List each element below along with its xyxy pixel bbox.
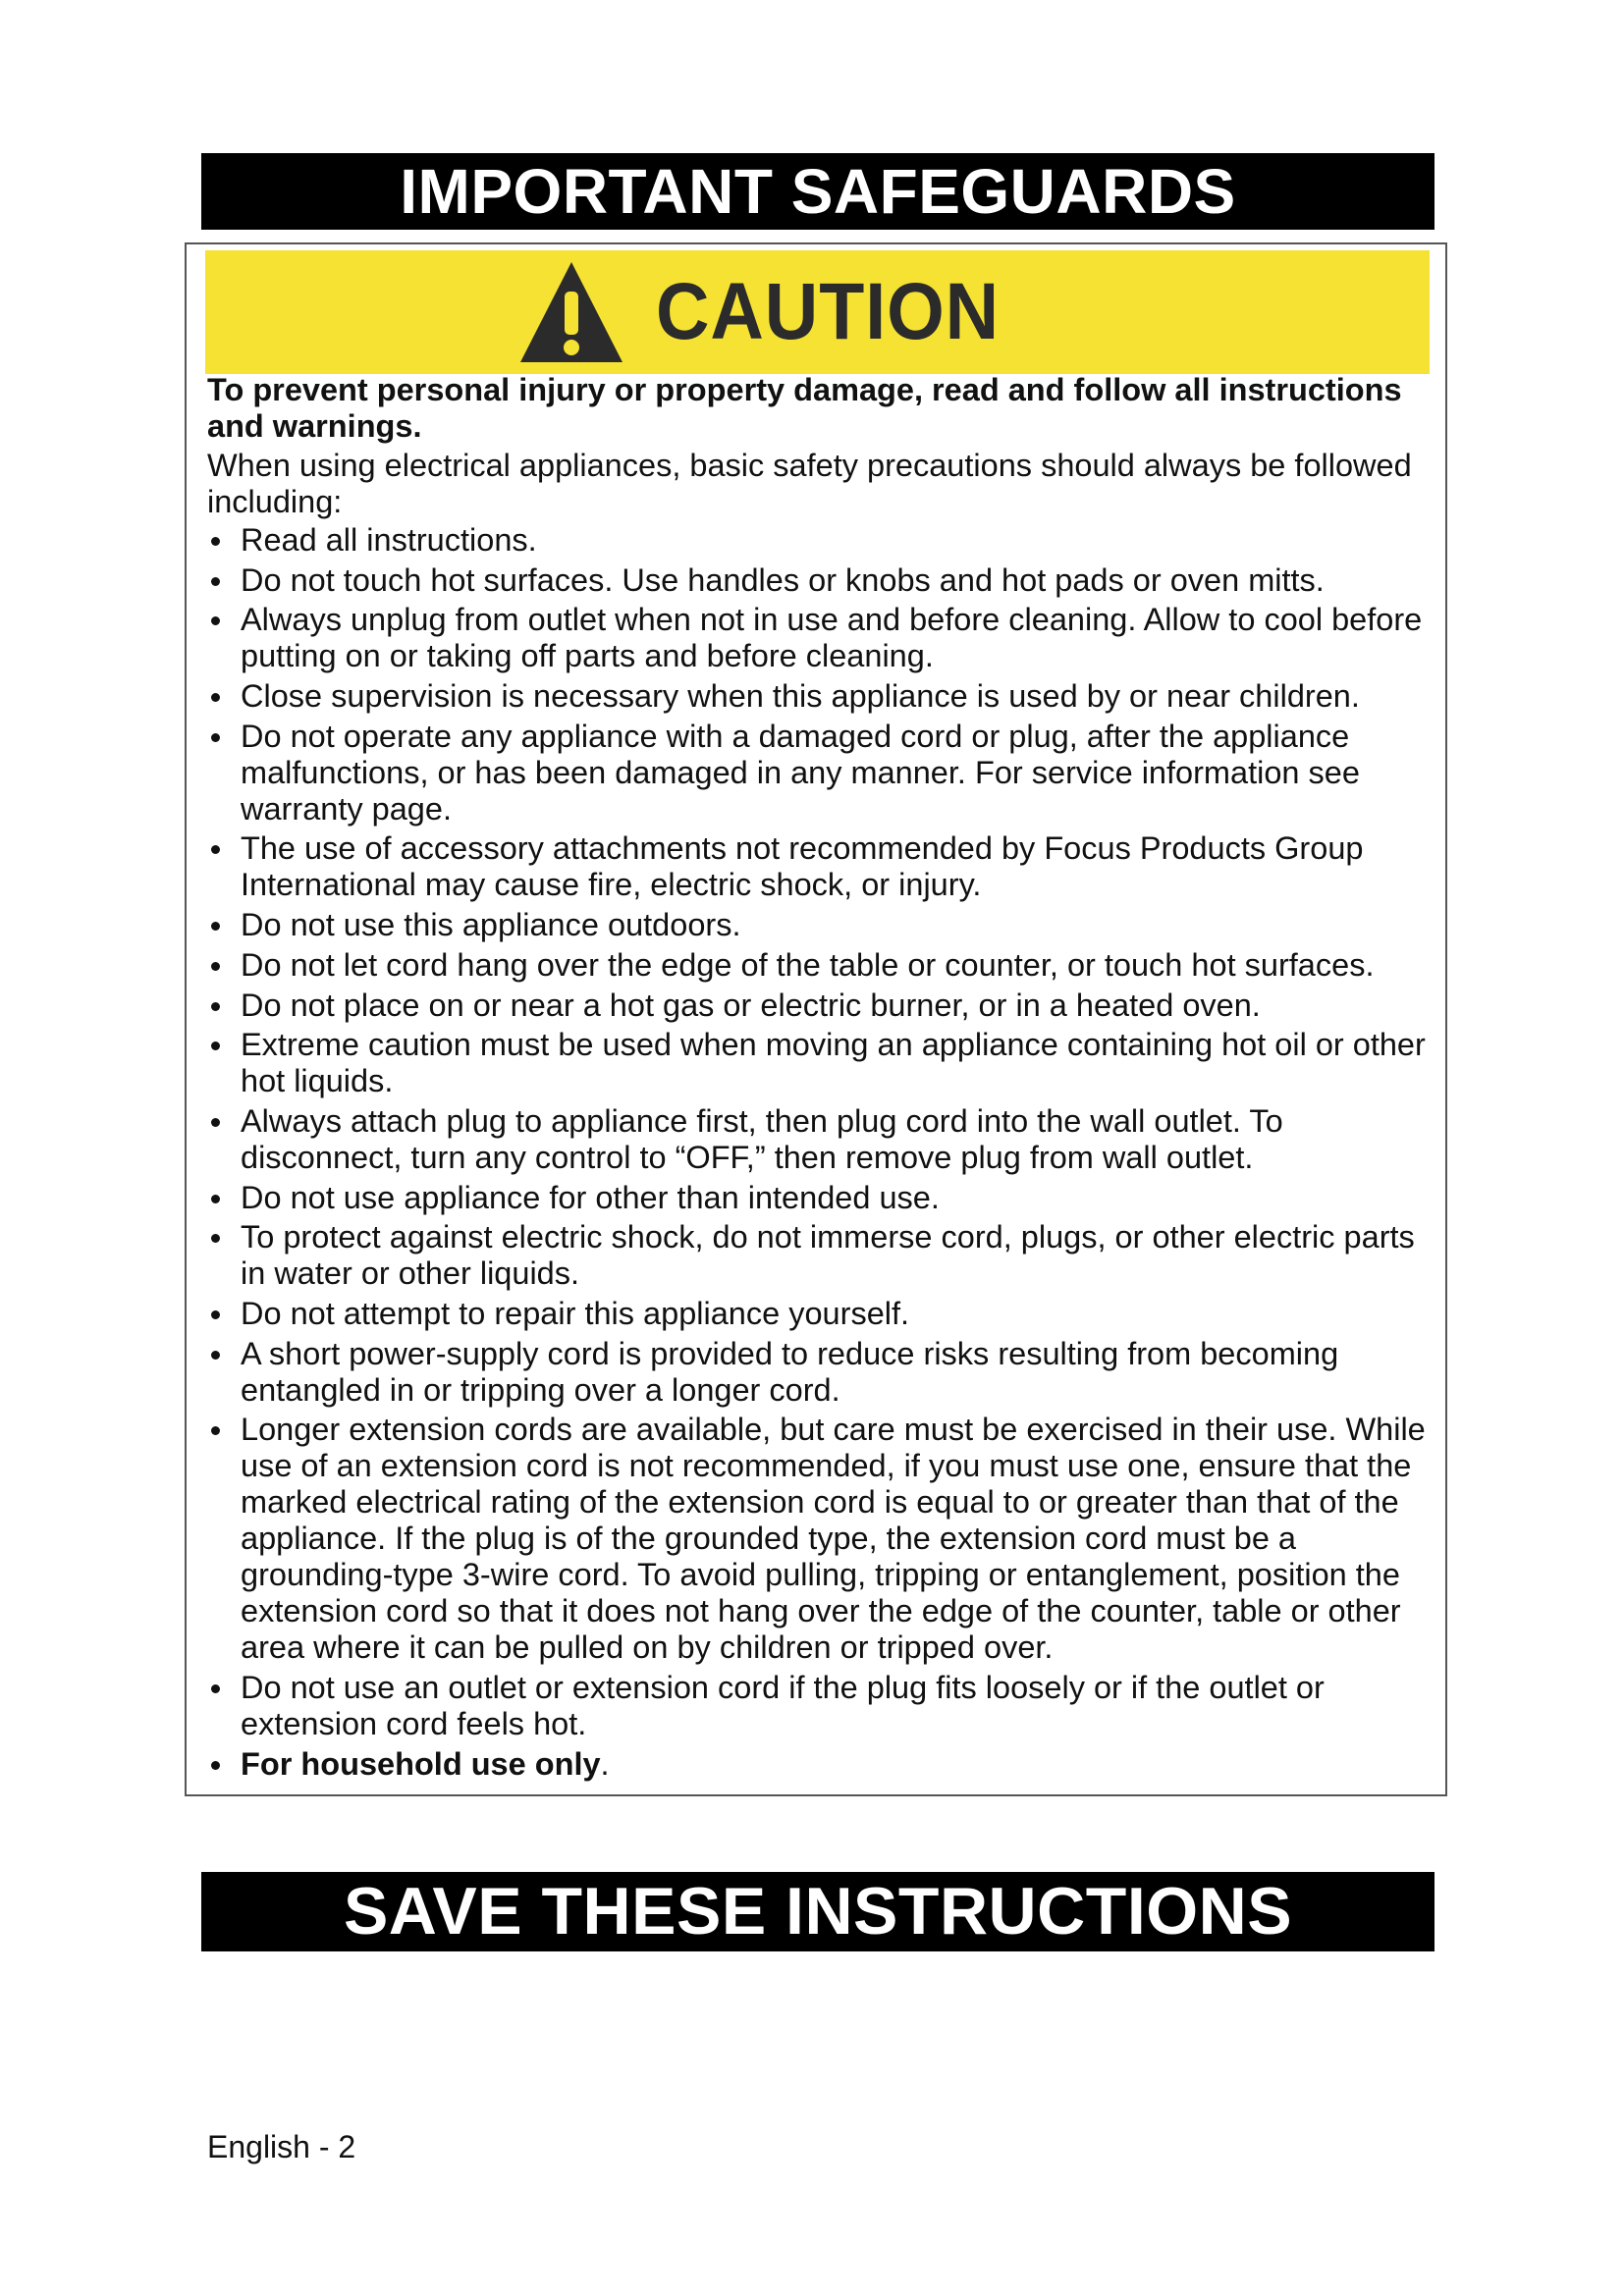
list-item: A short power-supply cord is provided to reduce risks resulting from becoming entangled in or tripping over a longer cord. — [207, 1336, 1435, 1409]
page-title: IMPORTANT SAFEGUARDS — [201, 153, 1435, 230]
list-item: Do not use an outlet or extension cord if the plug fits loosely or if the outlet or extension cord feels hot. — [207, 1670, 1435, 1742]
list-item: Do not attempt to repair this appliance yourself. — [207, 1296, 1435, 1332]
list-item: Do not use this appliance outdoors. — [207, 907, 1435, 943]
intro-text: When using electrical appliances, basic safety precautions should always be followed including: — [207, 448, 1412, 519]
list-item: Read all instructions. — [207, 522, 1435, 559]
safeguards-content — [207, 372, 1435, 1786]
list-item: Close supervision is necessary when this appliance is used by or near children. — [207, 678, 1435, 715]
caution-label: CAUTION — [656, 267, 1001, 356]
save-instructions-banner: SAVE THESE INSTRUCTIONS — [201, 1872, 1435, 1951]
list-item: Do not use appliance for other than intended use. — [207, 1180, 1435, 1216]
list-item: Always attach plug to appliance first, then plug cord into the wall outlet. To disconnect, turn any control to “OFF,” then remove plug from wall outlet. — [207, 1103, 1435, 1176]
warning-triangle-icon — [516, 256, 626, 368]
list-item: Extreme caution must be used when moving an appliance containing hot oil or other hot liquids. — [207, 1027, 1435, 1099]
list-item: Do not place on or near a hot gas or electric burner, or in a heated oven. — [207, 988, 1435, 1024]
list-item: Do not let cord hang over the edge of the table or counter, or touch hot surfaces. — [207, 947, 1435, 984]
page-number: English - 2 — [207, 2129, 356, 2164]
lead-warning: To prevent personal injury or property damage, read and follow all instructions and warnings. — [207, 372, 1402, 444]
household-use-text: For household use only — [241, 1745, 601, 1782]
rules-list — [207, 522, 1435, 1783]
list-item: Do not operate any appliance with a damaged cord or plug, after the appliance malfunctions, or has been damaged in any manner. For service information see warranty page. — [207, 719, 1435, 828]
list-item: Longer extension cords are available, but care must be exercised in their use. While use of an extension cord is not recommended, if you must use one, ensure that the marked electrical rating of the extension cord is equal to or greater than that of the appliance. If the plug is of the grounded type, the extension cord must be a grounding-type 3-wire cord. To avoid pulling, tripping or entanglement, position the extension cord so that it does not hang over the edge of the counter, table or other area where it can be pulled on by children or tripped over. — [207, 1412, 1435, 1666]
list-item: To protect against electric shock, do not immerse cord, plugs, or other electric parts in water or other liquids. — [207, 1219, 1435, 1292]
list-item: The use of accessory attachments not recommended by Focus Products Group International may cause fire, electric shock, or injury. — [207, 830, 1435, 903]
household-use-period: . — [600, 1745, 610, 1782]
list-item-household — [207, 1746, 1435, 1783]
list-item: Do not touch hot surfaces. Use handles or knobs and hot pads or oven mitts. — [207, 562, 1435, 599]
caution-banner — [205, 250, 1430, 374]
list-item: Always unplug from outlet when not in use and before cleaning. Allow to cool before putting on or taking off parts and before cleaning. — [207, 602, 1435, 674]
safeguards-box — [185, 242, 1447, 1796]
